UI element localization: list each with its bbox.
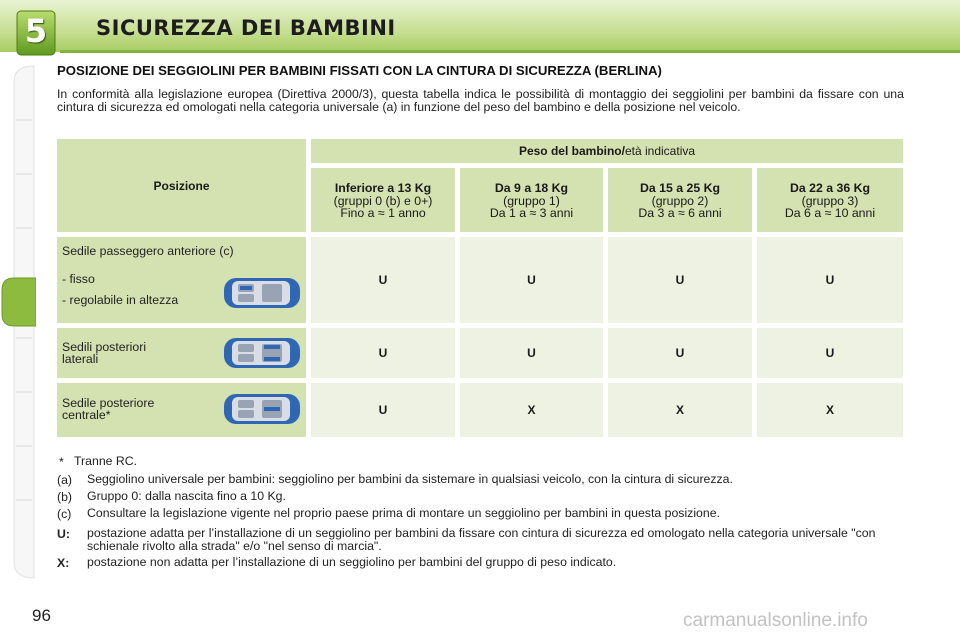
- posizione-header: Posizione: [57, 139, 306, 232]
- footnote-key: *: [59, 455, 64, 469]
- group-title: Da 22 a 36 Kg: [790, 181, 870, 195]
- footnote-key: (c): [57, 507, 72, 521]
- footnote-key: (a): [57, 473, 73, 487]
- row-label-line: Sedile posteriore: [62, 396, 155, 410]
- intro-paragraph: In conformità alla legislazione europea (Direttiva 2000/3), questa tabella indica le possibilità di montaggio dei seggiolini per bambini da fissare con una cintura di sicurezza ed omologati nella categoria universale (a) in funzione del peso del bambino e della posizione nel veicolo.: [57, 87, 904, 114]
- section-title: POSIZIONE DEI SEGGIOLINI PER BAMBINI FISSATI CON LA CINTURA DI SICUREZZA (BERLINA): [57, 63, 662, 78]
- peso-header-rest: età indicativa: [624, 144, 696, 158]
- group-age: Da 3 a ≈ 6 anni: [638, 206, 722, 220]
- footnote-key: X:: [57, 556, 70, 570]
- footnote-text: Seggiolino universale per bambini: seggiolino per bambini da sistemare in qualsiasi veicolo, con la cintura di sicurezza.: [87, 472, 733, 486]
- car-top-view-icon: [222, 335, 302, 371]
- group-subtitle: (gruppo 3): [801, 193, 859, 208]
- row-label-text: Sedile passeggero anteriore (c): [62, 244, 234, 258]
- footnote-text: Tranne RC.: [74, 454, 138, 468]
- chapter-tab-rail: [0, 62, 36, 582]
- compat-value: U: [757, 237, 903, 323]
- footnote-text: postazione adatta per l’installazione di un seggiolino per bambini da fissare con cintura di sicurezza ed omologato nella categoria universale "con schienale rivolto alla strada" e/o "nel senso di marcia".: [87, 526, 876, 553]
- group-age: Fino a ≈ 1 anno: [340, 206, 426, 220]
- compat-value: X: [608, 383, 752, 437]
- row-label-text: [62, 397, 154, 421]
- group-subtitle: (gruppo 1): [503, 193, 560, 208]
- compat-value: X: [757, 383, 903, 437]
- group-title: Da 15 a 25 Kg: [640, 181, 720, 195]
- car-top-view-icon: [222, 391, 302, 427]
- footnote-text: postazione non adatta per l’installazione di un seggiolino per bambini del gruppo di peso indicato.: [87, 555, 617, 569]
- row-label-line: Sedili posteriori: [62, 340, 147, 354]
- compat-value: U: [460, 328, 603, 378]
- group-column-header: [757, 168, 903, 232]
- footnote-text: Gruppo 0: dalla nascita fino a 10 Kg.: [87, 489, 286, 503]
- footnote-key: U:: [57, 527, 70, 541]
- row-sub-adjustable: - regolabile in altezza: [62, 293, 179, 307]
- row-label-rear-central: [57, 383, 306, 437]
- group-age: Da 1 a ≈ 3 anni: [489, 206, 574, 220]
- footnote-key: (b): [57, 490, 73, 504]
- peso-header-bold: Peso del bambino/: [518, 144, 625, 158]
- row-label-line: laterali: [62, 352, 99, 366]
- compat-value: U: [757, 328, 903, 378]
- peso-header: [311, 139, 903, 163]
- compat-value: X: [460, 383, 603, 437]
- watermark: carmanualsonline.info: [683, 610, 868, 631]
- compat-value: U: [311, 237, 455, 323]
- group-column-header: [608, 168, 752, 232]
- compat-value: U: [460, 237, 603, 323]
- group-subtitle: (gruppo 2): [651, 193, 709, 208]
- compat-value: U: [608, 237, 752, 323]
- car-top-view-icon: [222, 275, 302, 311]
- row-sub-fixed: - fisso: [62, 272, 95, 286]
- compat-value: U: [311, 328, 455, 378]
- group-age: Da 6 a ≈ 10 anni: [784, 206, 876, 220]
- group-title: Inferiore a 13 Kg: [334, 181, 432, 195]
- page-number: 96: [32, 606, 51, 625]
- group-column-header: [460, 168, 603, 232]
- group-subtitle: (gruppi 0 (b) e 0+): [333, 193, 433, 208]
- chapter-title: SICUREZZA DEI BAMBINI: [96, 16, 396, 40]
- group-column-header: [311, 168, 455, 232]
- header-underline: [60, 50, 960, 53]
- chapter-number: 5: [24, 12, 48, 50]
- group-title: Da 9 a 18 Kg: [494, 181, 569, 195]
- footnote-text: Consultare la legislazione vigente nel proprio paese prima di montare un seggiolino per bambini in questa posizione.: [87, 506, 720, 520]
- row-label-rear-lateral: [57, 328, 306, 378]
- row-label-front-passenger: [57, 237, 306, 323]
- compat-value: U: [311, 383, 455, 437]
- row-label-text: [62, 341, 146, 365]
- row-label-line: centrale*: [62, 408, 111, 422]
- compat-value: U: [608, 328, 752, 378]
